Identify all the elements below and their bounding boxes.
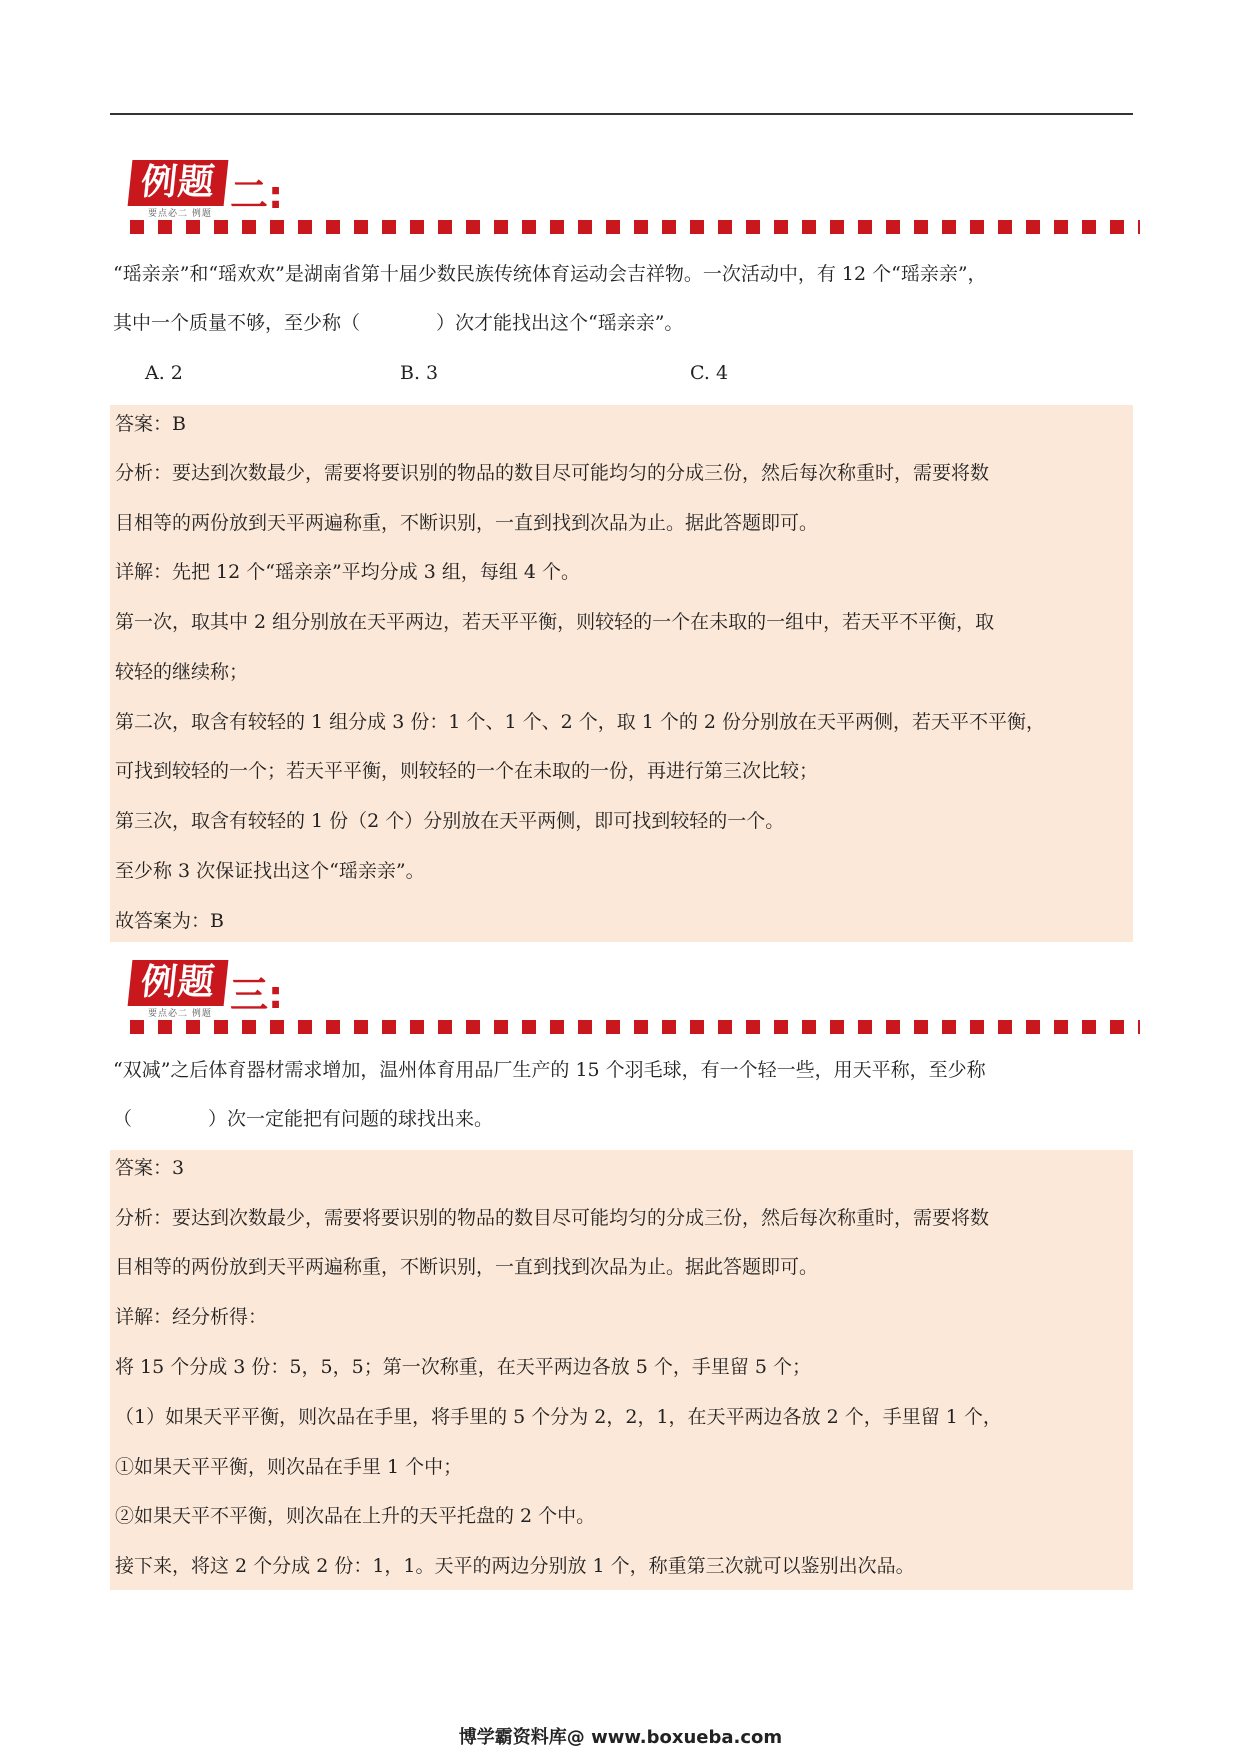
answer-line: 目相等的两份放到天平两遍称重，不断识别，一直到找到次品为止。据此答题即可。 bbox=[115, 1256, 819, 1278]
answer-line: 第一次，取其中 2 组分别放在天平两边，若天平平衡，则较轻的一个在未取的一组中，若天平不平衡，取 bbox=[115, 611, 995, 633]
answer-line: 目相等的两份放到天平两遍称重，不断识别，一直到找到次品为止。据此答题即可。 bbox=[115, 512, 819, 534]
answer-line: 故答案为：B bbox=[115, 910, 224, 932]
example-badge: 例题 bbox=[128, 160, 229, 206]
answer-line: ②如果天平不平衡，则次品在上升的天平托盘的 2 个中。 bbox=[115, 1505, 596, 1527]
question-line: 其中一个质量不够，至少称（ ）次才能找出这个“瑶亲亲”。 bbox=[113, 312, 684, 334]
question-line: （ ）次一定能把有问题的球找出来。 bbox=[113, 1108, 494, 1130]
example-number: 二: bbox=[230, 173, 284, 217]
answer-line: 接下来，将这 2 个分成 2 份：1，1。天平的两边分别放 1 个，称重第三次就可以鉴别出次品。 bbox=[115, 1555, 915, 1577]
question-line: “双减”之后体育器材需求增加，温州体育用品厂生产的 15 个羽毛球，有一个轻一些，用天平称，至少称 bbox=[113, 1059, 986, 1081]
answer-line: 将 15 个分成 3 份：5，5，5；第一次称重，在天平两边各放 5 个，手里留 5 个； bbox=[115, 1356, 812, 1378]
answer-line: 第三次，取含有较轻的 1 份（2 个）分别放在天平两侧，即可找到较轻的一个。 bbox=[115, 810, 785, 832]
question-line: “瑶亲亲”和“瑶欢欢”是湖南省第十届少数民族传统体育运动会吉祥物。一次活动中，有 12 个“瑶亲亲”， bbox=[113, 263, 987, 285]
example-badge: 例题 bbox=[128, 960, 229, 1006]
example-3-header bbox=[130, 960, 1140, 1032]
choice-c: C. 4 bbox=[690, 362, 729, 384]
answer-box bbox=[110, 1150, 1133, 1590]
answer-line: （1）如果天平平衡，则次品在手里，将手里的 5 个分为 2，2，1，在天平两边各放 2 个，手里留 1 个， bbox=[115, 1406, 1002, 1428]
top-rule bbox=[110, 113, 1133, 115]
answer-line: 详解：经分析得： bbox=[115, 1306, 268, 1328]
answer-box bbox=[110, 405, 1133, 942]
example-number: 三: bbox=[230, 973, 284, 1017]
example-badge-subtitle: 要点必二 例题 bbox=[148, 209, 212, 219]
answer-line: 可找到较轻的一个；若天平平衡，则较轻的一个在未取的一份，再进行第三次比较； bbox=[115, 760, 819, 782]
dashed-divider bbox=[130, 220, 1140, 234]
answer-line: 详解：先把 12 个“瑶亲亲”平均分成 3 组，每组 4 个。 bbox=[115, 561, 581, 583]
answer-line: 答案：3 bbox=[115, 1157, 185, 1179]
answer-line: 至少称 3 次保证找出这个“瑶亲亲”。 bbox=[115, 860, 425, 882]
answer-line: ①如果天平平衡，则次品在手里 1 个中； bbox=[115, 1456, 463, 1478]
choice-b: B. 3 bbox=[400, 362, 439, 384]
answer-line: 较轻的继续称； bbox=[115, 661, 249, 683]
answer-line: 第二次，取含有较轻的 1 组分成 3 份：1 个、1 个、2 个，取 1 个的 2 份分别放在天平两侧，若天平不平衡， bbox=[115, 711, 1046, 733]
dashed-divider bbox=[130, 1020, 1140, 1034]
answer-line: 分析：要达到次数最少，需要将要识别的物品的数目尽可能均匀的分成三份，然后每次称重时，需要将数 bbox=[115, 1207, 990, 1229]
answer-line: 分析：要达到次数最少，需要将要识别的物品的数目尽可能均匀的分成三份，然后每次称重时，需要将数 bbox=[115, 462, 990, 484]
footer-watermark: 博学霸资料库@ www.boxueba.com bbox=[458, 1727, 783, 1748]
example-badge-subtitle: 要点必二 例题 bbox=[148, 1009, 212, 1019]
example-2-header bbox=[130, 160, 1140, 232]
choice-a: A. 2 bbox=[145, 362, 183, 384]
answer-line: 答案：B bbox=[115, 413, 186, 435]
